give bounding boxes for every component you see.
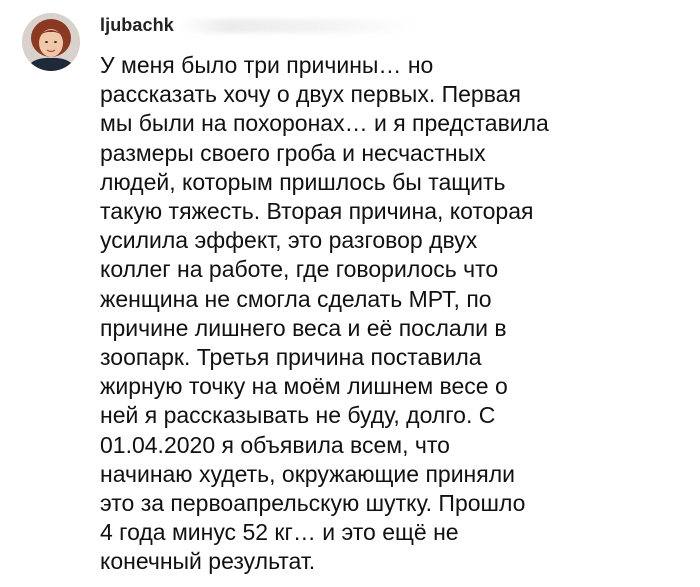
blurred-meta-text [180,19,420,33]
comment-line: это за первоапрельскую шутку. Прошло [100,490,526,517]
comment-line: рассказать хочу о двух первых. Первая [100,81,521,108]
comment-line: ней я рассказывать не буду, долго. С [100,402,496,429]
user-avatar-icon [22,13,80,71]
comment-username[interactable]: ljubachk [100,15,174,35]
user-avatar[interactable] [22,13,80,71]
comment-line: такую тяжесть. Вторая причина, которая [100,198,534,225]
comment-line: коллег на работе, где говорилось что [100,256,499,283]
comment-line: жирную точку на моём лишнем весе о [100,373,508,400]
comment-line: начинаю худеть, окружающие приняли [100,460,515,487]
comment-line: усилила эффект, это разговор двух [100,227,478,254]
comment-line: 4 года минус 52 кг… и это ещё не [100,519,459,546]
comment-line: причине лишнего веса и её послали в [100,314,507,341]
comment-line: людей, которым пришлось бы тащить [100,168,506,195]
comment-line: размеры своего гроба и несчастных [100,139,486,166]
comment-line: зоопарк. Третья причина поставила [100,344,482,371]
comment-line: конечный результат. [100,548,316,575]
comment-text [100,51,620,577]
comment-line: У меня было три причины… но [100,52,434,78]
comment-line: женщина не смогла сделать МРТ, по [100,285,492,312]
comment-line: мы были на похоронах… и я представила [100,110,549,137]
comment-line: 01.04.2020 я объявила всем, что [100,431,450,458]
